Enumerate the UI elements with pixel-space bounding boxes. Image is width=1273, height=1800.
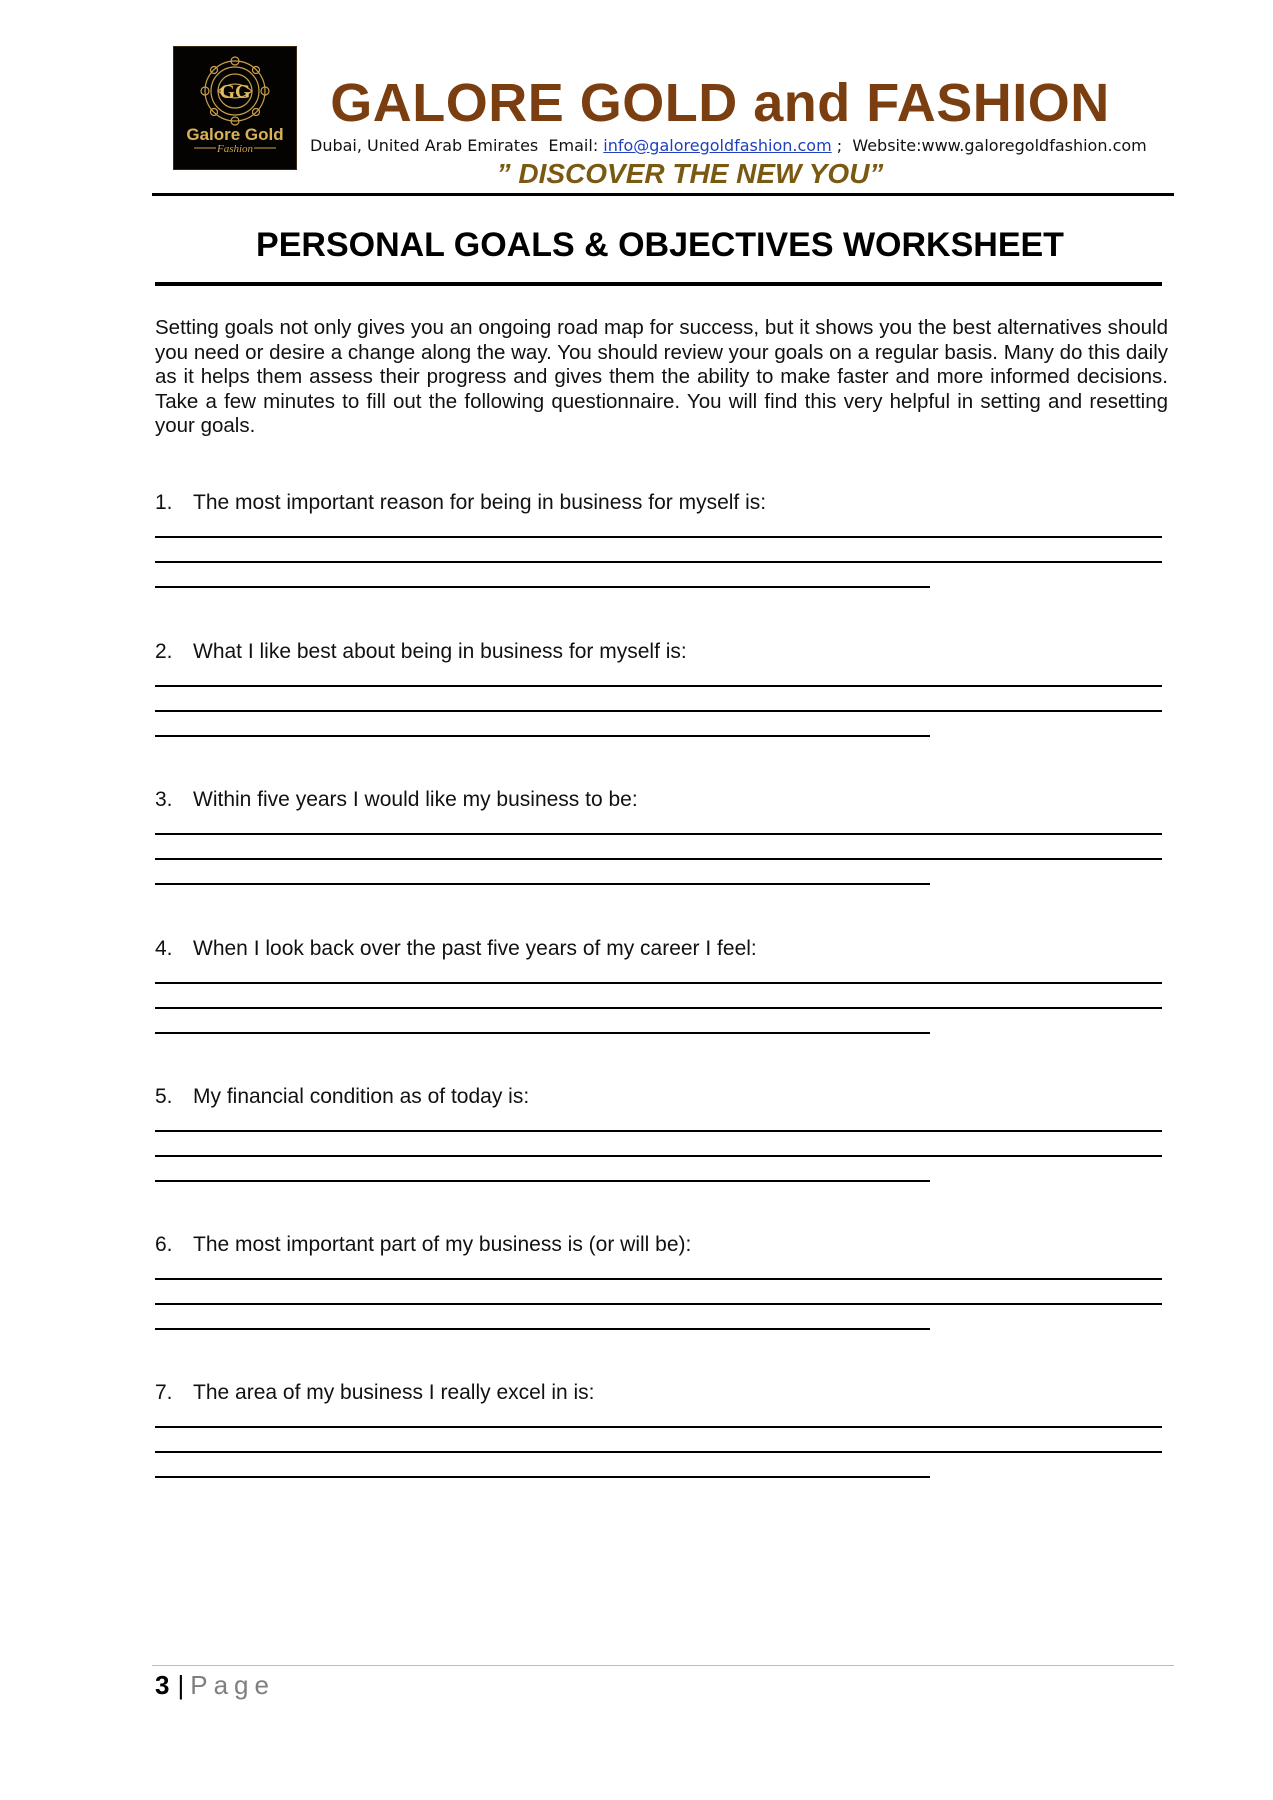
- page-number: 3: [155, 1670, 170, 1700]
- company-location: Dubai, United Arab Emirates: [310, 136, 539, 155]
- logo-brand-text: Galore Gold: [186, 125, 284, 144]
- page-footer: [155, 1670, 275, 1701]
- question-number: 6.: [155, 1233, 173, 1256]
- intro-paragraph: Setting goals not only gives you an ongoing road map for success, but it shows you the best alternatives should you need or desire a change along the way. You should review your goals on a regular basis. Many do this daily as it helps them assess their progress and gives them the ability to make faster and more informed decisions. Take a few minutes to fill out the following questionnaire. You will find this very helpful in setting and resetting your goals.: [155, 316, 1168, 437]
- website-text: www.galoregoldfashion.com: [921, 136, 1147, 155]
- question-text: [155, 1085, 529, 1109]
- answer-line[interactable]: [155, 536, 1162, 538]
- company-logo: [173, 46, 297, 170]
- answer-line[interactable]: [155, 1451, 1162, 1453]
- answer-line[interactable]: [155, 833, 1162, 835]
- answer-line[interactable]: [155, 1007, 1162, 1009]
- answer-line[interactable]: [155, 1032, 930, 1034]
- question-text: [155, 937, 757, 961]
- website-label: Website:: [852, 136, 922, 155]
- answer-line[interactable]: [155, 586, 930, 588]
- question-label: Within five years I would like my business to be:: [193, 788, 638, 811]
- page-label: Page: [190, 1670, 275, 1700]
- logo-monogram: GG: [219, 81, 251, 103]
- question-number: 5.: [155, 1085, 173, 1108]
- question-text: [155, 788, 638, 812]
- question-text: [155, 640, 687, 664]
- answer-line[interactable]: [155, 1130, 1162, 1132]
- header-divider: [152, 193, 1174, 196]
- question-number: 7.: [155, 1381, 173, 1404]
- answer-line[interactable]: [155, 710, 1162, 712]
- email-label: Email:: [548, 136, 599, 155]
- question-label: The most important reason for being in business for myself is:: [193, 491, 767, 514]
- question-text: [155, 1381, 595, 1405]
- email-link[interactable]: info@galoregoldfashion.com: [603, 136, 832, 155]
- question-number: 2.: [155, 640, 173, 663]
- question-number: 4.: [155, 937, 173, 960]
- answer-line[interactable]: [155, 561, 1162, 563]
- answer-line[interactable]: [155, 1426, 1162, 1428]
- answer-line[interactable]: [155, 735, 930, 737]
- page-separator: |: [177, 1670, 185, 1700]
- answer-line[interactable]: [155, 883, 930, 885]
- question-number: 1.: [155, 491, 173, 514]
- contact-separator: ;: [836, 136, 843, 155]
- title-divider: [155, 282, 1162, 286]
- answer-line[interactable]: [155, 858, 1162, 860]
- document-title: PERSONAL GOALS & OBJECTIVES WORKSHEET: [256, 226, 1064, 264]
- answer-line[interactable]: [155, 685, 1162, 687]
- answer-line[interactable]: [155, 1155, 1162, 1157]
- question-label: What I like best about being in business for myself is:: [193, 640, 687, 663]
- question-number: 3.: [155, 788, 173, 811]
- answer-line[interactable]: [155, 1180, 930, 1182]
- answer-line[interactable]: [155, 1328, 930, 1330]
- logo-subtext: Fashion: [216, 143, 254, 155]
- question-label: My financial condition as of today is:: [193, 1085, 530, 1108]
- answer-line[interactable]: [155, 1476, 930, 1478]
- question-text: [155, 1233, 691, 1257]
- answer-line[interactable]: [155, 982, 1162, 984]
- answer-line[interactable]: [155, 1303, 1162, 1305]
- tagline: ” DISCOVER THE NEW YOU”: [496, 158, 884, 189]
- contact-line: [310, 136, 1147, 155]
- question-label: The most important part of my business is (or will be):: [193, 1233, 692, 1256]
- question-label: The area of my business I really excel in is:: [193, 1381, 595, 1404]
- logo-emblem: [174, 47, 296, 169]
- footer-divider: [152, 1665, 1174, 1666]
- answer-line[interactable]: [155, 1278, 1162, 1280]
- company-name: GALORE GOLD and FASHION: [330, 73, 1110, 133]
- question-text: [155, 491, 766, 515]
- question-label: When I look back over the past five years of my career I feel:: [193, 937, 757, 960]
